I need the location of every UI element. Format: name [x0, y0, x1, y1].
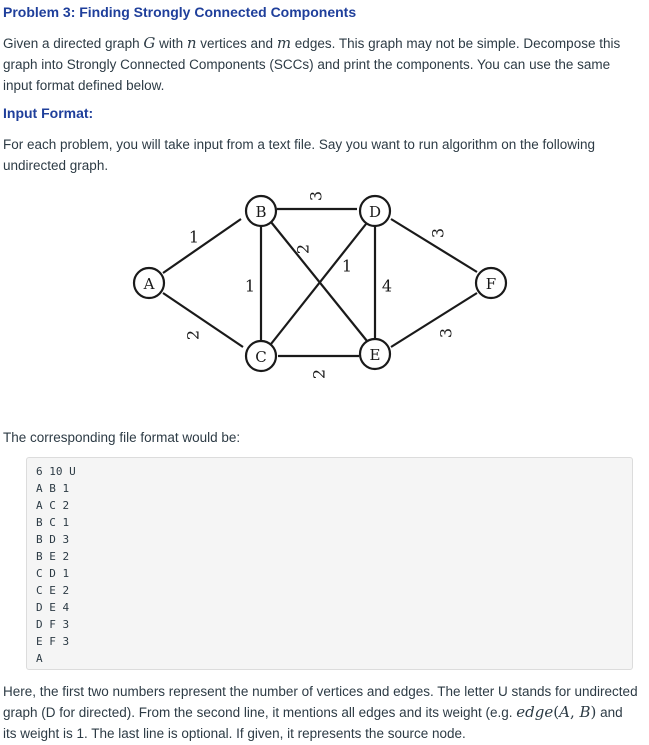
- code-line: B C 1: [36, 516, 70, 529]
- code-line: C E 2: [36, 584, 70, 597]
- code-line: D E 4: [36, 601, 70, 614]
- code-line: A C 2: [36, 499, 70, 512]
- input-format-description: For each problem, you will take input from a text file. Say you want to run algorithm on the following undirected graph.: [3, 137, 596, 173]
- problem-description: Given a directed graph G with n vertices and m edges. This graph may not be simple. Decompose this graph into Strongly Connected Components (SCCs) and print the components. You can use the same input format defined below.: [3, 34, 621, 93]
- weight-a-c: 2: [183, 329, 203, 341]
- weight-d-e: 4: [381, 276, 393, 296]
- math-edge-ab: edge(A, B): [516, 703, 597, 721]
- code-line: B D 3: [36, 533, 70, 546]
- input-format-heading: Input Format:: [3, 105, 94, 121]
- problem-title: Problem 3: Finding Strongly Connected Components: [3, 4, 357, 20]
- math-m: m: [276, 34, 292, 52]
- weight-c-d: 1: [341, 256, 353, 276]
- weight-a-b: 1: [188, 227, 200, 247]
- code-line: D F 3: [36, 618, 70, 631]
- code-line: C D 1: [36, 567, 70, 580]
- edge-e-f: [391, 293, 477, 347]
- edge-d-f: [391, 219, 477, 272]
- weight-c-e: 2: [309, 368, 329, 380]
- code-line: A B 1: [36, 482, 70, 495]
- weight-b-c: 1: [244, 276, 256, 296]
- edge-a-b: [163, 219, 241, 273]
- weight-e-f: 3: [436, 327, 456, 339]
- node-b-label: B: [255, 203, 267, 221]
- math-n: n: [186, 34, 197, 52]
- code-line: 6 10 U: [36, 465, 76, 478]
- format-explanation: Here, the first two numbers represent the number of vertices and edges. The letter U stands for undirected graph (D for directed). From the second line, it mentions all edges and its weight (e.g. edge(A, B) and its weight is 1. The last line is optional. If given, it represents the source node.: [3, 684, 638, 741]
- code-line: E F 3: [36, 635, 70, 648]
- node-f-label: F: [485, 275, 497, 293]
- math-g: G: [143, 34, 156, 52]
- graph-diagram: [121, 186, 521, 386]
- code-line: B E 2: [36, 550, 70, 563]
- weight-b-d: 3: [306, 190, 326, 202]
- weight-d-f: 3: [428, 227, 448, 239]
- weight-b-e: 2: [293, 243, 313, 255]
- node-e-label: E: [369, 346, 381, 364]
- node-c-label: C: [255, 348, 267, 366]
- code-block: [26, 457, 633, 670]
- file-format-label: The corresponding file format would be:: [3, 430, 241, 445]
- edge-a-c: [163, 293, 243, 347]
- code-line: A: [36, 652, 43, 665]
- edge-c-d: [271, 224, 366, 344]
- node-d-label: D: [368, 203, 382, 221]
- node-a-label: A: [143, 275, 155, 293]
